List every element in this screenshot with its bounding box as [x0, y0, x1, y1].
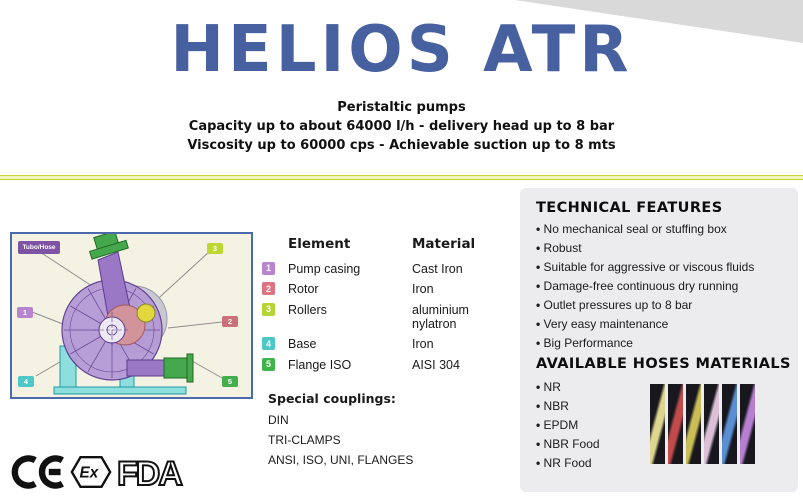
- header: [0, 14, 803, 155]
- material-cell: Cast Iron: [412, 261, 463, 276]
- row-chip: 2: [262, 282, 275, 295]
- diagram-callout-1: 1: [17, 307, 33, 318]
- hose-segment: [704, 384, 719, 464]
- element-cell: Pump casing: [288, 261, 361, 276]
- row-chip: 1: [262, 262, 275, 275]
- feature-item: • Suitable for aggressive or viscous fluids: [536, 258, 786, 277]
- viscosity-line: Viscosity up to 60000 cps - Achievable suction up to 8 mts: [187, 138, 616, 153]
- capacity-line: Capacity up to about 64000 l/h - delivery head up to 8 bar: [188, 119, 615, 134]
- feature-item: • Outlet pressures up to 8 bar: [536, 296, 786, 315]
- technical-features-title: TECHNICAL FEATURES: [536, 200, 723, 216]
- fda-logo: [116, 450, 196, 494]
- subtitle: Peristaltic pumps: [337, 100, 466, 115]
- technical-features-panel: [520, 188, 798, 492]
- diagram-callout-3: 3: [207, 243, 223, 254]
- hose-material-item: • NR Food: [536, 454, 656, 473]
- hose-segment: [740, 384, 755, 464]
- element-cell: Flange ISO: [288, 357, 352, 372]
- coupling-item: ANSI, ISO, UNI, FLANGES: [268, 453, 414, 467]
- hose-material-item: • EPDM: [536, 416, 656, 435]
- hoses-materials-list: [536, 378, 656, 473]
- feature-item: • No mechanical seal or stuffing box: [536, 220, 786, 239]
- diagram-callout-4: 4: [18, 376, 34, 387]
- element-cell: Rotor: [288, 282, 319, 296]
- hoses-materials-title: AVAILABLE HOSES MATERIALS: [536, 356, 791, 372]
- special-couplings-title: Special couplings:: [268, 391, 396, 406]
- element-column-header: Element: [288, 236, 351, 252]
- material-cell: aluminium nylatron: [412, 302, 469, 331]
- fda-logo-text: FDA: [117, 455, 181, 493]
- material-cell: AISI 304: [412, 357, 460, 372]
- coupling-item: TRI-CLAMPS: [268, 433, 341, 447]
- page-title: HELIOS ATR: [170, 13, 633, 87]
- elements-table: [262, 236, 514, 372]
- material-cell: Iron: [412, 337, 434, 351]
- hose-segment: [722, 384, 737, 464]
- diagram-callout-5: 5: [222, 376, 238, 387]
- coupling-item: DIN: [268, 413, 289, 427]
- feature-item: • Big Performance: [536, 334, 786, 353]
- material-cell: Iron: [412, 282, 434, 296]
- row-chip: 3: [262, 303, 275, 316]
- hose-material-item: • NBR Food: [536, 435, 656, 454]
- diagram-hose-label: Tubo/Hose: [18, 241, 60, 254]
- hose-material-item: • NBR: [536, 397, 656, 416]
- hose-segment: [650, 384, 665, 464]
- row-chip: 4: [262, 337, 275, 350]
- hose-segment: [686, 384, 701, 464]
- row-chip: 5: [262, 358, 275, 371]
- ex-mark-text: Ex: [79, 464, 99, 482]
- element-cell: Rollers: [288, 302, 327, 317]
- special-couplings: [268, 391, 413, 466]
- diagram-callout-2: 2: [222, 316, 238, 327]
- feature-item: • Very easy maintenance: [536, 315, 786, 334]
- hose-material-item: • NR: [536, 378, 656, 397]
- ce-mark-icon: [8, 450, 66, 494]
- pump-diagram: [10, 232, 253, 399]
- divider-line: [0, 175, 803, 180]
- ex-mark-icon: [69, 452, 113, 492]
- hose-segment: [668, 384, 683, 464]
- feature-item: • Damage-free continuous dry running: [536, 277, 786, 296]
- technical-features-list: [536, 220, 786, 353]
- pump-diagram-drawing: [12, 234, 251, 397]
- material-column-header: Material: [412, 236, 476, 252]
- hoses-image: [650, 384, 755, 464]
- element-cell: Base: [288, 337, 317, 351]
- certifications: [8, 450, 196, 494]
- feature-item: • Robust: [536, 239, 786, 258]
